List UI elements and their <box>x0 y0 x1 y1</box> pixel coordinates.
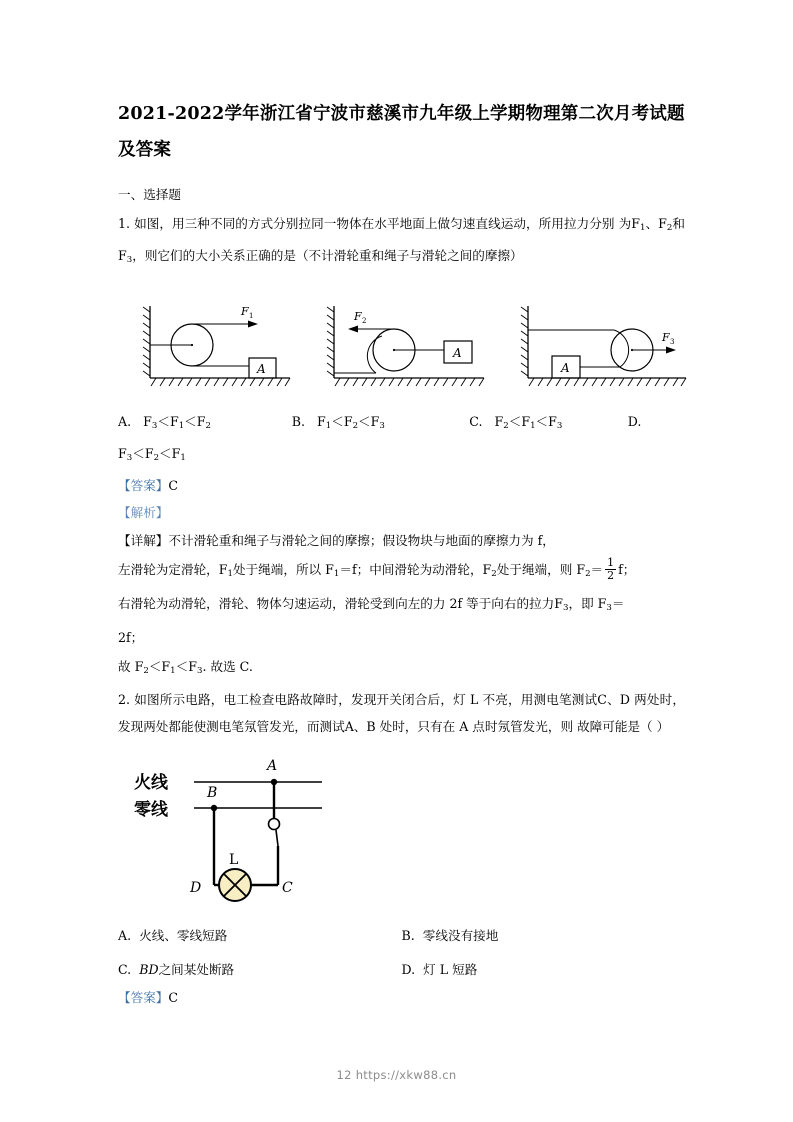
fraction-one-half <box>605 557 616 581</box>
option-2-c[interactable] <box>118 956 402 984</box>
option-1-a-text: $F_3<F_1<F_2$ <box>135 414 211 431</box>
option-1-c[interactable] <box>469 408 627 440</box>
question-1-figures <box>118 300 685 396</box>
option-1-c-text: $F_2<F_1<F_3$ <box>486 414 563 431</box>
option-1-b-key: B. <box>291 414 305 429</box>
force-label-f3: F <box>662 331 670 344</box>
block-label-a-3: A <box>561 361 570 375</box>
option-1-b-text: $F_1<F_2<F_3$ <box>309 414 385 431</box>
detail-line-2a: 左滑轮为定滑轮，F <box>118 562 228 577</box>
detail-line-2d: 处于绳端，则 F <box>496 562 586 577</box>
question-2-answer <box>118 984 685 1011</box>
node-b-label: B <box>207 785 218 801</box>
option-1-a-key: A. <box>118 414 132 429</box>
question-1-detail-1 <box>118 526 685 555</box>
option-2-a-text: 火线、零线短路 <box>139 928 228 943</box>
question-1-detail-4: 2f； <box>118 630 144 645</box>
detail-line-5a: 故 F <box>118 659 144 674</box>
figure-fixed-pulley-wall <box>132 300 294 396</box>
neutral-wire-label: 零线 <box>134 800 168 820</box>
section-heading: 一、选择题 <box>118 187 181 202</box>
detail-line-1: 不计滑轮重和绳子与滑轮之间的摩擦；假设物块与地面的摩擦力为 f， <box>168 533 555 548</box>
option-2-c-text-italic: BD <box>139 962 159 977</box>
question-1-answer <box>118 472 685 499</box>
question-1-stem-line2-mid1: 、F <box>645 216 667 231</box>
option-2-b-key: B. <box>401 928 415 943</box>
analysis-tag: 【解析】 <box>118 505 169 520</box>
option-1-d-text: $F_3<F_2<F_1$ <box>118 446 186 463</box>
detail-line-2f: f； <box>618 562 636 577</box>
question-1 <box>118 210 685 686</box>
f3-subscript: 3 <box>126 255 133 265</box>
question-1-stem-line2-mid2: 和 F <box>118 216 686 263</box>
node-a-label: A <box>267 758 278 774</box>
detail-line-2c: ＝f；中间滑轮为动滑轮，F <box>339 562 492 577</box>
option-1-d-key: D. <box>627 414 642 429</box>
option-2-a-key: A. <box>118 928 132 943</box>
detail-line-3c: ＝ <box>611 596 625 611</box>
force-label-f2: F <box>354 310 362 323</box>
detail-line-3b: ，即 F <box>568 596 607 611</box>
option-1-a[interactable] <box>118 408 292 440</box>
option-2-b-text: 零线没有接地 <box>422 928 499 943</box>
question-2-options-row-2 <box>118 956 685 984</box>
figure-household-circuit <box>118 752 685 916</box>
answer-value: C <box>168 478 179 493</box>
question-1-stem-line1: 如图，用三种不同的方式分别拉同一物体在水平地面上做匀速直线运动，所用拉力分别 <box>134 216 615 231</box>
question-1-stem-line2-post: ，则它们的大小关系正确的是（不计滑轮重和绳子与滑轮之间的摩擦） <box>132 248 523 263</box>
option-2-d[interactable] <box>402 956 686 984</box>
block-label-a: A <box>257 362 266 376</box>
detail-line-5d: . 故选 C. <box>202 659 253 674</box>
question-1-detail-2: 左滑轮为定滑轮，$F_1$处于绳端，所以 $F_1=f$；中间滑轮为动滑轮，$F_2$处于绳端，则 $F_2=$ $\frac{1}{2}$ f； <box>118 556 636 582</box>
question-2-options-row-1 <box>118 922 685 950</box>
figure-movable-pulley-middle <box>316 300 488 396</box>
option-2-d-key: D. <box>401 962 416 977</box>
question-2-stem-line1: 如图所示电路，电工检查电路故障时，发现开关闭合后，灯 L 不亮，用测电笔测试C、D <box>134 692 630 707</box>
option-2-c-key: C. <box>118 962 132 977</box>
live-wire-label: 火线 <box>134 773 168 793</box>
detail-line-5c: ＜F <box>175 659 197 674</box>
page-title: 2021-2022学年浙江省宁波市慈溪市九年级上学期物理第二次月考试题及答案 <box>118 104 685 160</box>
force-label-f1: F <box>241 305 249 318</box>
answer-value-2: C <box>168 990 179 1005</box>
block-label-a-2: A <box>453 346 462 360</box>
lamp-label: L <box>229 852 239 868</box>
detail-line-2b: 处于绳端，所以 F <box>232 562 334 577</box>
question-1-detail-3: 右滑轮为动滑轮，滑轮、物体匀速运动，滑轮受到向左的力 2f 等于向右的拉力$F_3$，即 $F_3=$ <box>118 596 625 613</box>
option-2-d-text: 灯 L 短路 <box>423 962 478 977</box>
answer-tag: 【答案】 <box>118 478 169 493</box>
option-1-d[interactable] <box>628 408 685 440</box>
force-subscript-2: 2 <box>362 317 367 325</box>
question-1-stem <box>118 210 685 274</box>
f2-subscript: 2 <box>666 223 673 233</box>
option-1-d-text-wrap[interactable] <box>118 440 685 472</box>
switch-icon <box>269 819 280 830</box>
option-2-b[interactable] <box>402 922 686 950</box>
question-2-stem-line3: 故障可能是（ ） <box>577 719 670 734</box>
question-1-analysis-tag <box>118 499 685 526</box>
question-2-stem-line2: 两处时，发现两处都能使测电笔氖管发光，而测试A、B 处时，只有在 A 点时氖管发光，则 <box>118 692 685 734</box>
fraction-denominator: 2 <box>607 569 615 582</box>
option-1-c-key: C. <box>469 414 483 429</box>
node-c-label: C <box>282 880 293 896</box>
option-2-a[interactable] <box>118 922 402 950</box>
node-d-label: D <box>190 880 202 896</box>
detail-line-3a: 右滑轮为动滑轮，滑轮、物体匀速运动，滑轮受到向左的力 2f 等于向右的拉力F <box>118 596 564 611</box>
question-2-stem <box>118 686 685 740</box>
fraction-numerator: 1 <box>607 556 615 570</box>
f1-subscript: 1 <box>639 223 646 233</box>
option-2-c-text: 之间某处断路 <box>158 962 235 977</box>
question-1-options <box>118 408 685 440</box>
question-1-stem-line2-pre: 为F <box>618 216 640 231</box>
question-2-number: 2. <box>118 692 131 707</box>
force-subscript-1: 1 <box>249 312 254 320</box>
question-1-detail-5: 故 $F_2<F_1<F_3$. 故选 C. <box>118 659 253 676</box>
force-subscript-3: 3 <box>670 338 675 346</box>
question-2 <box>118 686 685 1011</box>
detail-line-5b: ＜F <box>148 659 171 674</box>
detail-line-2e: ＝ <box>590 562 604 577</box>
answer-tag-2: 【答案】 <box>118 990 169 1005</box>
page-footer: 12 https://xkw88.cn <box>336 1068 457 1082</box>
figure-movable-pulley-right <box>510 300 690 396</box>
question-1-number: 1. <box>118 216 131 231</box>
detail-tag: 【详解】 <box>118 533 169 548</box>
option-1-b[interactable] <box>292 408 470 440</box>
